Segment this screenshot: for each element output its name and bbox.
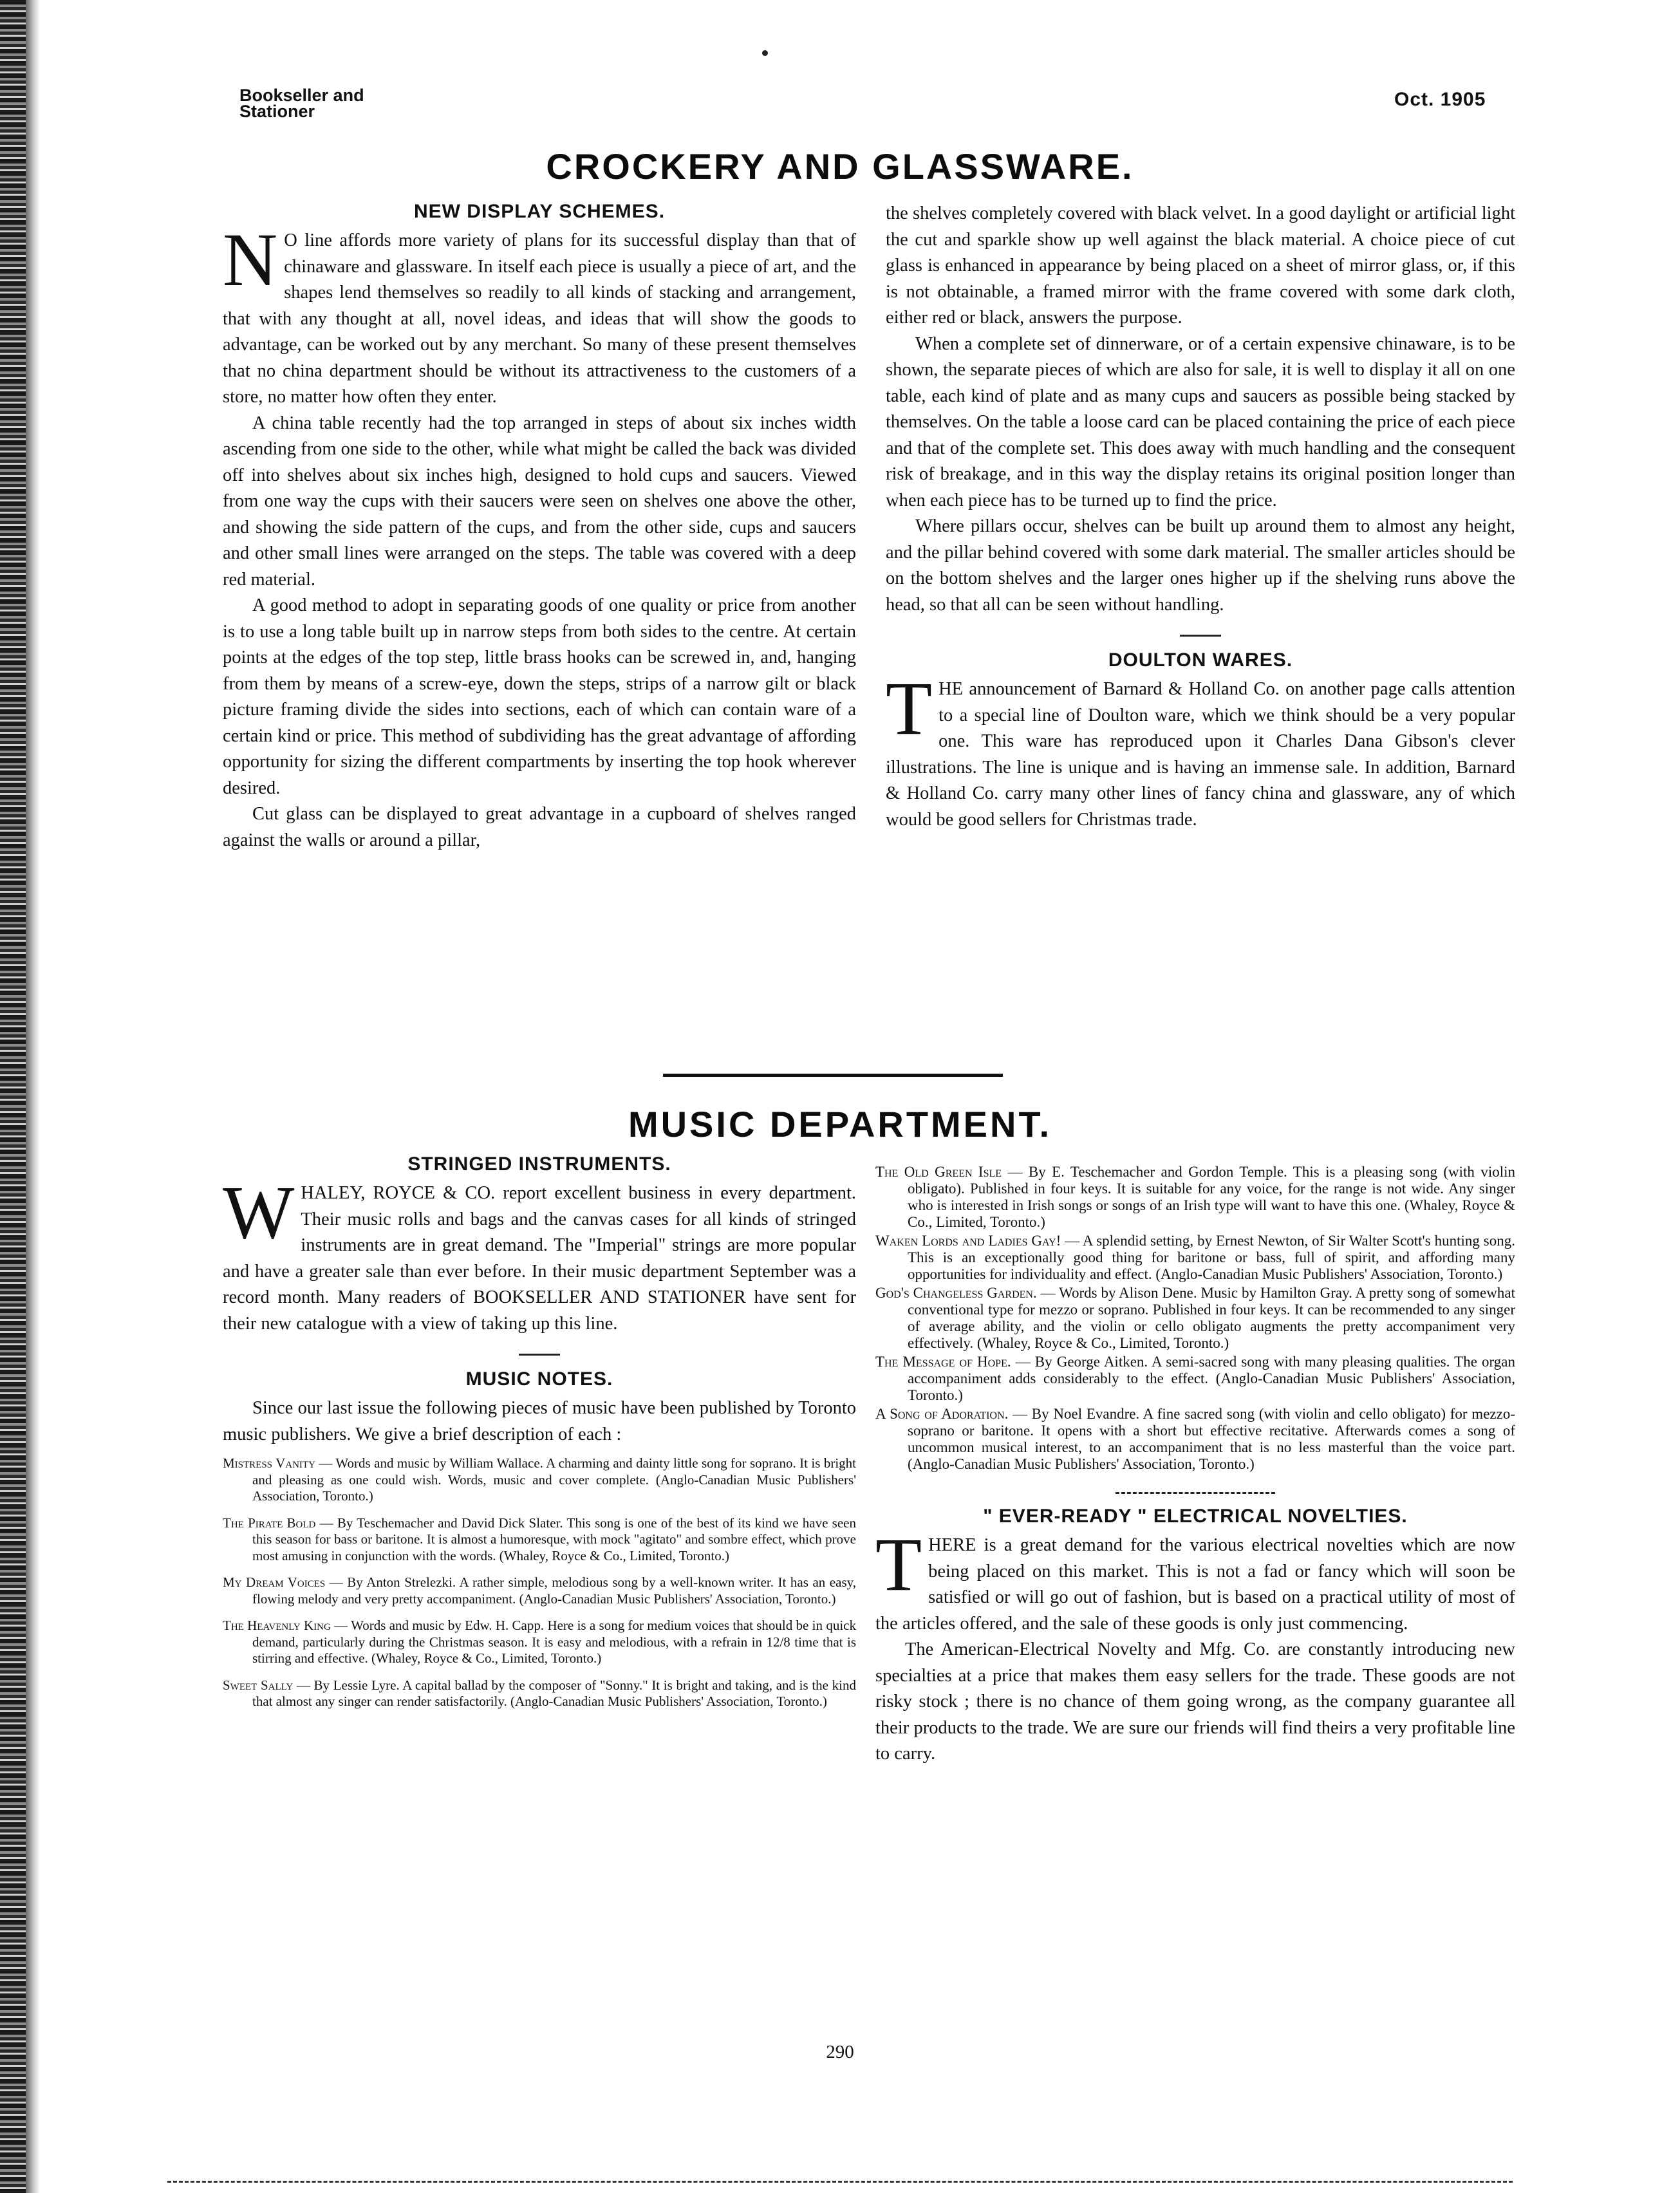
article-heading: NEW DISPLAY SCHEMES. [413,201,666,222]
article-paragraph: Since our last issue the following pieces of music have been published by Toronto music publishers. We give a brief description of each : [223,1398,856,1444]
song-description: ! — A splendid setting, by Ernest Newton, of Sir Walter Scott's hunting song. This is an exceptionally good thing for baritone or bass, full of spirit, and affording many opportunities for individuality and effect. (Anglo-Canadian Music Publishers' Association, Toronto.) [908,1233,1515,1282]
article-heading: STRINGED INSTRUMENTS. [407,1153,671,1175]
song-title: The Pirate Bold [223,1515,316,1531]
paragraph-text: O line affords more variety of plans for its successful display than that of chinaware and glassware. In itself each piece is usually a piece of art, and the shapes lend themselves so readily to all kinds of stacking and arrangement, that with any thought at all, novel ideas, and ideas that will show the goods to advantage, can be worked out by any merchant. So many of these present themselves that no china department should be without its attractiveness to the customers of a store, no matter how often they enter. [223,230,856,407]
drop-cap: W [223,1170,295,1255]
article-heading: MUSIC NOTES. [465,1368,613,1390]
publication-name [239,88,364,120]
song-description: — Words and music by William Wallace. A charming and dainty little song for soprano. It is bright and pleasing as one could wish. Words, music and cover complete. (Anglo-Canadian Music Publishers' Association, Toronto.) [252,1455,857,1504]
song-description: — By E. Teschemacher and Gordon Temple. This is a pleasing song (with violin obligato). Published in four keys. It is suitable for any voice, for the range is not wide. Any singer who is interested in Irish songs or songs of an Irish type will want to have this one. (Whaley, Royce & Co., Limited, Toronto.) [908,1164,1515,1230]
drop-cap: T [886,666,933,751]
song-entry [223,1515,856,1565]
song-description: . — By Noel Evandre. A fine sacred song (with violin and cello obligato) for mezzo-soprano or baritone. It opens with a short but effective recitative. Afterwards comes a song of uncommon musical interest, to an accompaniment that is no less masterful than the voice part. (Anglo-Canadian Music Publishers' Association, Toronto.) [908,1406,1515,1472]
music-right-column [875,1164,1515,1768]
drop-cap: N [223,218,278,302]
song-entry [875,1354,1515,1404]
article-paragraph [875,1522,1515,1637]
song-description: . — By George Aitken. A semi-sacred song with many pleasing qualities. The organ accompaniment adds considerably to the effect. (Anglo-Canadian Music Publishers' Association, Toronto.) [908,1354,1515,1403]
article-paragraph: Where pillars occur, shelves can be built up around them to almost any height, and the pillar behind covered with some dark material. The smaller articles should be on the bottom shelves and the larger ones higher up if the shelving runs above the head, so that all can be seen without handling. [886,516,1515,615]
section-separator [1180,635,1221,637]
song-description: — Words and music by Edw. H. Capp. Here is a song for medium voices that should be in quick demand, particularly during the Christmas season. It is easy and melodious, with a refrain in 12/8 time that is stirring and effective. (Whaley, Royce & Co., Limited, Toronto.) [252,1618,856,1666]
song-description: — By Lessie Lyre. A capital ballad by the composer of "Sonny." It is bright and taking, and is the kind that almost any singer can render satisfactorily. (Anglo-Canadian Music Publishers' Association, Toronto.) [252,1677,857,1709]
binding-edge [0,0,26,2193]
song-title: The Message of Hope [875,1354,1007,1370]
music-left-column [223,1153,856,1721]
article-paragraph: A china table recently had the top arranged in steps of about six inches width ascending from one side to the other, while what might be called the back was divided off into shelves about six inches high, designed to hold cups and saucers. Viewed from one way the cups with their saucers were seen on shelves one above the other, and showing the side pattern of the cups, and from the other side, cups and saucers and other small lines were arranged on the steps. The table was covered with a deep red material. [223,413,856,590]
song-list [223,1455,856,1710]
crockery-right-column [886,201,1515,833]
section-title-crockery: CROCKERY AND GLASSWARE. [546,146,1134,187]
section-divider [663,1074,1003,1077]
song-entry [875,1285,1515,1352]
article-heading: " EVER-READY " ELECTRICAL NOVELTIES. [983,1506,1408,1527]
song-entry [223,1677,856,1710]
drop-cap: T [875,1522,922,1607]
song-entry [223,1574,856,1607]
song-entry [223,1455,856,1505]
song-title: The Old Green Isle [875,1164,1002,1180]
article-paragraph: the shelves completely covered with black velvet. In a good daylight or artificial light the cut and sparkle show up well against the black material. A choice piece of cut glass is enhanced in appearance by being placed on a sheet of mirror glass, or, if this is not obtainable, a framed mirror with the frame covered with some dark cloth, either red or black, answers the purpose. [886,203,1515,328]
song-description: — By Anton Strelezki. A rather simple, melodious song by a well-known writer. It has an easy, flowing melody and very pretty accompaniment. (Anglo-Canadian Music Publishers' Association, Toronto.) [252,1574,857,1607]
binding-shadow [26,0,40,2193]
section-separator [519,1354,560,1356]
article-paragraph [223,218,856,411]
publication-name-line: Bookseller and [239,86,364,105]
print-speck [762,50,768,56]
publication-name-line: Stationer [239,102,315,121]
song-title: My Dream Voices [223,1574,326,1590]
song-title: Waken Lords and Ladies Gay [875,1233,1056,1249]
song-entry [223,1618,856,1667]
song-title: A Song of Adoration [875,1406,1005,1422]
section-title-music: MUSIC DEPARTMENT. [628,1104,1052,1144]
song-title: The Heavenly King [223,1618,331,1633]
article-paragraph: The American-Electrical Novelty and Mfg. Co. are constantly introducing new specialties at a price that makes them easy sellers for the trade. These goods are not risky stock ; there is no chance of them going wrong, as the company guarantee all their products to the trade. We are sure our friends will find theirs a very profitable line to carry. [875,1639,1515,1764]
article-paragraph [223,1170,856,1337]
article-paragraph: A good method to adopt in separating goods of one quality or price from another is to use a long table built up in narrow steps from both sides to the centre. At certain points at the edges of the top step, little brass hooks can be screwed in, and, hanging from them by means of a screw-eye, down the steps, strips of a narrow gilt or black picture framing divide the sides into sections, each of which can contain ware of a certain kind or price. This method of subdividing has the great advantage of affording opportunity for sizing the different compartments by inserting the top hook wherever desired. [223,595,856,798]
page-bottom-edge [167,2181,1513,2183]
song-entry [875,1406,1515,1473]
song-list [875,1164,1515,1473]
song-entry [875,1164,1515,1231]
section-separator [1115,1492,1275,1494]
page-number: 290 [826,2042,854,2062]
song-description: — By Teschemacher and David Dick Slater. This song is one of the best of its kind we have seen this season for bass or baritone. It is almost a humoresque, with mock "agitato" and sombre effect, which prove most amusing in conjunction with the words. (Whaley, Royce & Co., Limited, Toronto.) [252,1515,856,1563]
article-heading: DOULTON WARES. [1108,649,1293,671]
song-title: Mistress Vanity [223,1455,315,1471]
song-description: . — Words by Alison Dene. Music by Hamilton Gray. A pretty song of somewhat conventional type for mezzo or soprano. Published in four keys. It can be recommended to any singer of average ability, and the violin or cello obligato augments the pretty accompaniment very effectively. (Whaley, Royce & Co., Limited, Toronto.) [908,1285,1515,1351]
paragraph-text: HALEY, ROYCE & CO. report excellent business in every department. Their music rolls and bags and the canvas cases for all kinds of stringed instruments are in great demand. The "Imperial" strings are more popular and have a greater sale than ever before. In their music department September was a record month. Many readers of BOOKSELLER AND STATIONER have sent for their new catalogue with a view of taking up this line. [223,1183,856,1334]
article-paragraph [886,666,1515,833]
paragraph-text: HERE is a great demand for the various electrical novelties which are now being placed on this market. This is not a fad or fancy which will soon be satisfied or will go out of fashion, but is based on a practical utility of most of the articles offered, and the sale of these goods is only just commencing. [875,1535,1515,1634]
song-entry [875,1233,1515,1283]
issue-date: Oct. 1905 [1394,89,1486,110]
song-title: God's Changeless Garden [875,1285,1033,1301]
article-paragraph: Cut glass can be displayed to great advantage in a cupboard of shelves ranged against the walls or around a pillar, [223,804,856,850]
song-title: Sweet Sally [223,1677,294,1693]
article-paragraph: When a complete set of dinnerware, or of a certain expensive chinaware, is to be shown, the separate pieces of which are also for sale, it is well to display it all on one table, each kind of plate and as many cups and saucers as possible being stacked by themselves. On the table a loose card can be placed containing the price of each piece and that of the complete set. This does away with much handling and the consequent risk of breakage, and in this way the display retains its original position longer than when each piece has to be turned up to find the price. [886,333,1515,510]
paragraph-text: HE announcement of Barnard & Holland Co. on another page calls attention to a special line of Doulton ware, which we think should be a very popular one. This ware has reproduced upon it Charles Dana Gibson's clever illustrations. The line is unique and is having an immense sale. In addition, Barnard & Holland Co. carry many other lines of fancy china and glassware, any of which would be good sellers for Christmas trade. [886,679,1515,830]
crockery-left-column [223,201,856,854]
